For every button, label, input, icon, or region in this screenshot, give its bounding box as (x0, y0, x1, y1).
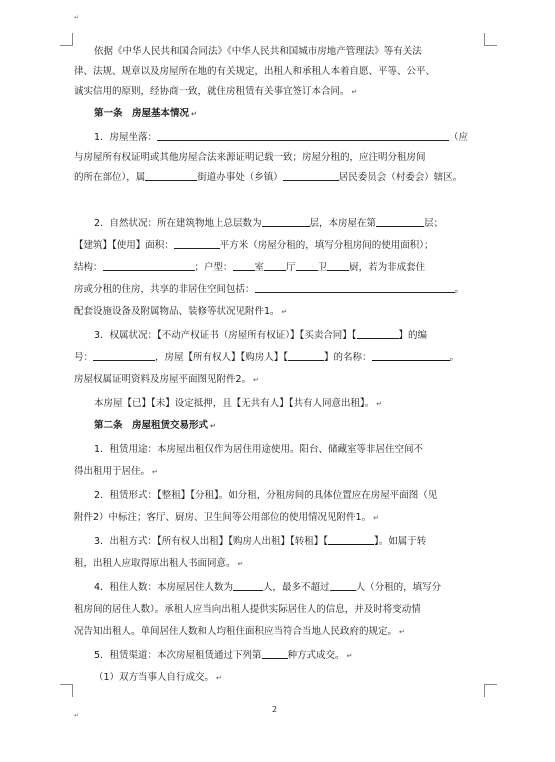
halls-blank[interactable] (264, 259, 286, 271)
residents-committee-blank[interactable] (283, 169, 339, 181)
owner-name-blank[interactable] (372, 349, 450, 361)
kitchens-blank[interactable] (327, 259, 349, 271)
area-line: 【建筑】【使用】面积： 平方米（房屋分租的，填写分租房间的使用面积）； (74, 237, 434, 255)
owner-type-blank[interactable] (288, 349, 324, 361)
bathrooms-blank[interactable] (296, 259, 318, 271)
street-office-blank[interactable] (145, 169, 197, 181)
house-location-line: 1．房屋坐落： （应 (94, 129, 468, 147)
lease-channel-option-1: （1）双方当事人自行成交。 ↵ (94, 672, 222, 683)
lease-channel-line: 5．租赁渠道：本次房屋租赁通过下列第 种方式成交。 ↵ (94, 647, 352, 665)
floor-number-blank[interactable] (376, 215, 424, 227)
occupants-max-blank[interactable] (330, 579, 356, 591)
total-floors-blank[interactable] (262, 215, 310, 227)
structure-blank[interactable] (103, 259, 195, 271)
crop-mark-top-right (484, 33, 497, 46)
page-number: 2 (272, 705, 278, 714)
occupants-line-2: 租房间的居住人数）。承租人应当向出租人提供实际居住人的信息，并及时将变动情 (74, 604, 421, 615)
facilities-line: 配套设施设备及附属物品、装修等状况见附件1。 ↵ (74, 306, 288, 317)
paragraph-mark-bottom: ↵ (74, 712, 80, 719)
house-location-blank[interactable] (157, 129, 449, 141)
lease-purpose-line-1: 1．租赁用途：本房屋出租仅作为居住用途使用。阳台、储藏室等非居住空间不 (94, 444, 424, 455)
area-blank[interactable] (174, 237, 220, 249)
occupants-line-3: 况告知出租人。单间居住人数和人均租住面积应当符合当地人民政府的规定。 ↵ (74, 626, 405, 637)
house-district-line: 的所在部位），属 街道办事处（乡镇） 居民委员会（村委会）辖区。 (74, 169, 462, 187)
paragraph-mark-top: ↵ (74, 14, 80, 21)
occupants-line-1: 4．租住人数：本房屋居住人数为 人，最多不超过 人（分租的，填写分 (94, 579, 441, 597)
structure-line: 结构： ；户型： 室 厅 卫 厨，若为非成套住 (74, 259, 425, 277)
article-1-heading: 第一条 房屋基本情况 ↵ (94, 108, 197, 119)
shared-space-blank[interactable] (255, 281, 455, 293)
house-location-note: 与房屋所有权证明或其他房屋合法来源证明记载一致；房屋分租的，应注明分租房间 (74, 152, 426, 163)
article-2-heading: 第二条 房屋租赁交易形式 ↵ (94, 420, 216, 431)
lease-method-other-blank[interactable] (328, 533, 374, 545)
sublease-consent-line: 租，出租人应取得原出租人书面同意。 ↵ (74, 558, 244, 569)
intro-line-3: 诚实信用的原则，经协商一致，就住房租赁有关事宜签订本合同。 ↵ (74, 86, 358, 97)
natural-condition-line: 2．自然状况：所在建筑物地上总层数为 层，本房屋在第 层； (94, 215, 443, 233)
ownership-attachment-line: 房屋权属证明资料及房屋平面图见附件2。 ↵ (74, 374, 259, 385)
lease-channel-blank[interactable] (262, 647, 288, 659)
occupants-count-blank[interactable] (233, 579, 263, 591)
mortgage-line: 本房屋【已】【未】设定抵押，且【无共有人】【共有人同意出租】。 ↵ (94, 398, 383, 409)
ownership-doc-blank[interactable] (357, 327, 399, 339)
shared-space-line: 房或分租的住房，共享的非居住空间包括： 。 (74, 281, 464, 299)
lease-form-line-2: 附件2）中标注；客厅、厨房、卫生间等公用部位的使用情况见附件1。 ↵ (74, 512, 379, 523)
crop-mark-top-left (60, 33, 73, 46)
certificate-number-blank[interactable] (93, 349, 155, 361)
certificate-number-line: 号： ，房屋【所有权人】【购房人】【 】的名称： 。 (74, 349, 459, 367)
lease-method-line: 3．出租方式：【所有权人出租】【购房人出租】【转租】【 】。如属于转 (94, 533, 426, 551)
intro-line-2: 律、法规、规章以及房屋所在地的有关规定，出租人和承租人本着自愿、平等、公平、 (74, 66, 436, 77)
rooms-blank[interactable] (233, 259, 255, 271)
lease-form-line-1: 2．租赁形式：【整租】【分租】。如分租，分租房间的具体位置应在房屋平面图（见 (94, 490, 438, 501)
crop-mark-bottom-right (484, 684, 497, 697)
crop-mark-bottom-left (60, 684, 73, 697)
lease-purpose-line-2: 得出租用于居住。 ↵ (74, 466, 158, 477)
ownership-line: 3．权属状况：【不动产权证书（房屋所有权证）】【买卖合同】【 】的编 (94, 327, 427, 345)
intro-line-1: 依据《中华人民共和国合同法》《中华人民共和国城市房地产管理法》等有关法 (94, 46, 422, 57)
